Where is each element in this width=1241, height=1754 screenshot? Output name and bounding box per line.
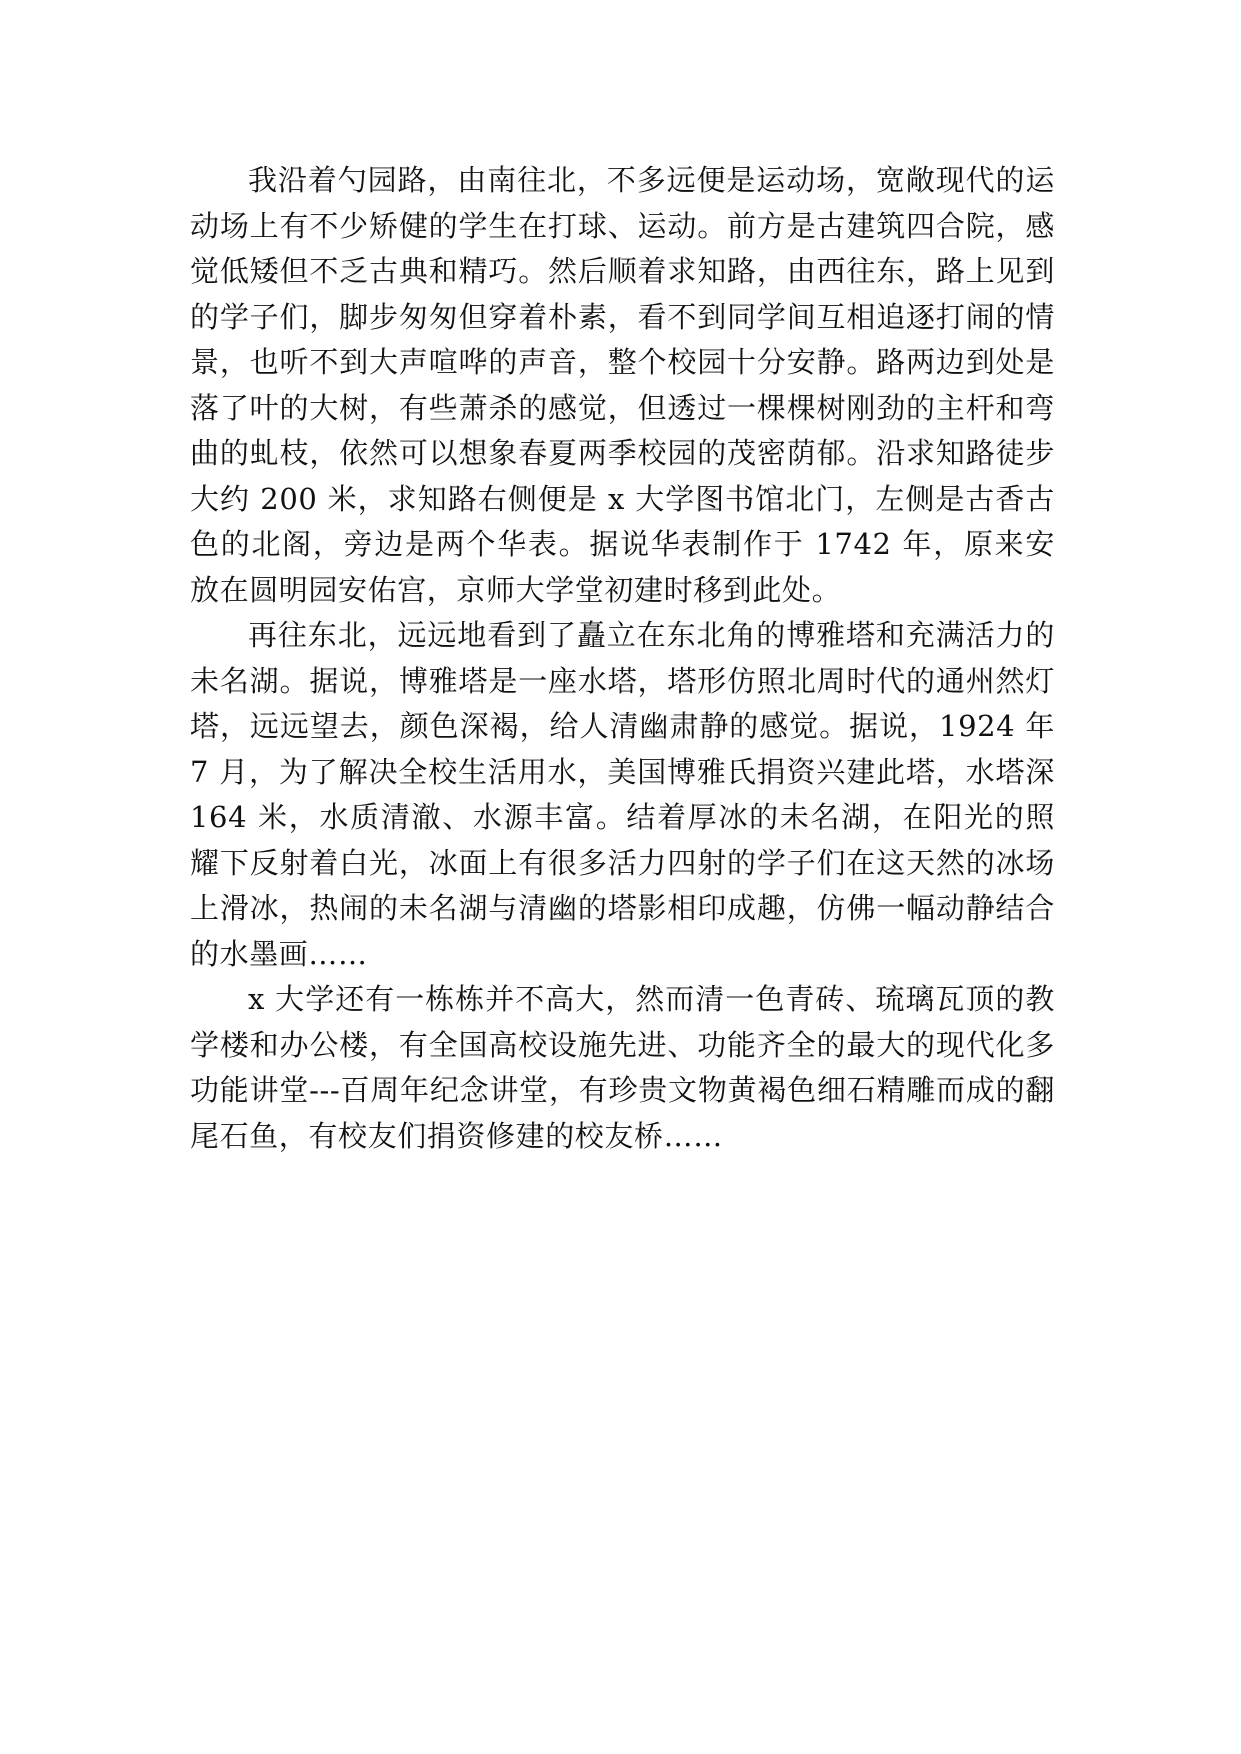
paragraph-2: 再往东北，远远地看到了矗立在东北角的博雅塔和充满活力的未名湖。据说，博雅塔是一座水塔，塔形仿照北周时代的通州然灯塔，远远望去，颜色深褐，给人清幽肃静的感觉。据说，1924 年 7 月，为了解决全校生活用水，美国博雅氏捐资兴建此塔，水塔深 164 米，水质清澈、水源丰富。结着厚冰的未名湖，在阳光的照耀下反射着白光，冰面上有很多活力四射的学子们在这天然的冰场上滑冰，热闹的未名湖与清幽的塔影相印成趣，仿佛一幅动静结合的水墨画…… xyxy=(190,618,1055,971)
document-body xyxy=(190,158,1055,1159)
paragraph-1: 我沿着勺园路，由南往北，不多远便是运动场，宽敞现代的运动场上有不少矫健的学生在打球、运动。前方是古建筑四合院，感觉低矮但不乏古典和精巧。然后顺着求知路，由西往东，路上见到的学子们，脚步匆匆但穿着朴素，看不到同学间互相追逐打闹的情景，也听不到大声喧哗的声音，整个校园十分安静。路两边到处是落了叶的大树，有些萧杀的感觉，但透过一棵棵树刚劲的主杆和弯曲的虬枝，依然可以想象春夏两季校园的茂密荫郁。沿求知路徒步大约 200 米，求知路右侧便是 x 大学图书馆北门，左侧是古香古色的北阁，旁边是两个华表。据说华表制作于 1742 年，原来安放在圆明园安佑宫，京师大学堂初建时移到此处。 xyxy=(190,163,1055,607)
paragraph-3: x 大学还有一栋栋并不高大，然而清一色青砖、琉璃瓦顶的教学楼和办公楼，有全国高校设施先进、功能齐全的最大的现代化多功能讲堂---百周年纪念讲堂，有珍贵文物黄褐色细石精雕而成的翻尾石鱼，有校友们捐资修建的校友桥…… xyxy=(190,982,1055,1153)
